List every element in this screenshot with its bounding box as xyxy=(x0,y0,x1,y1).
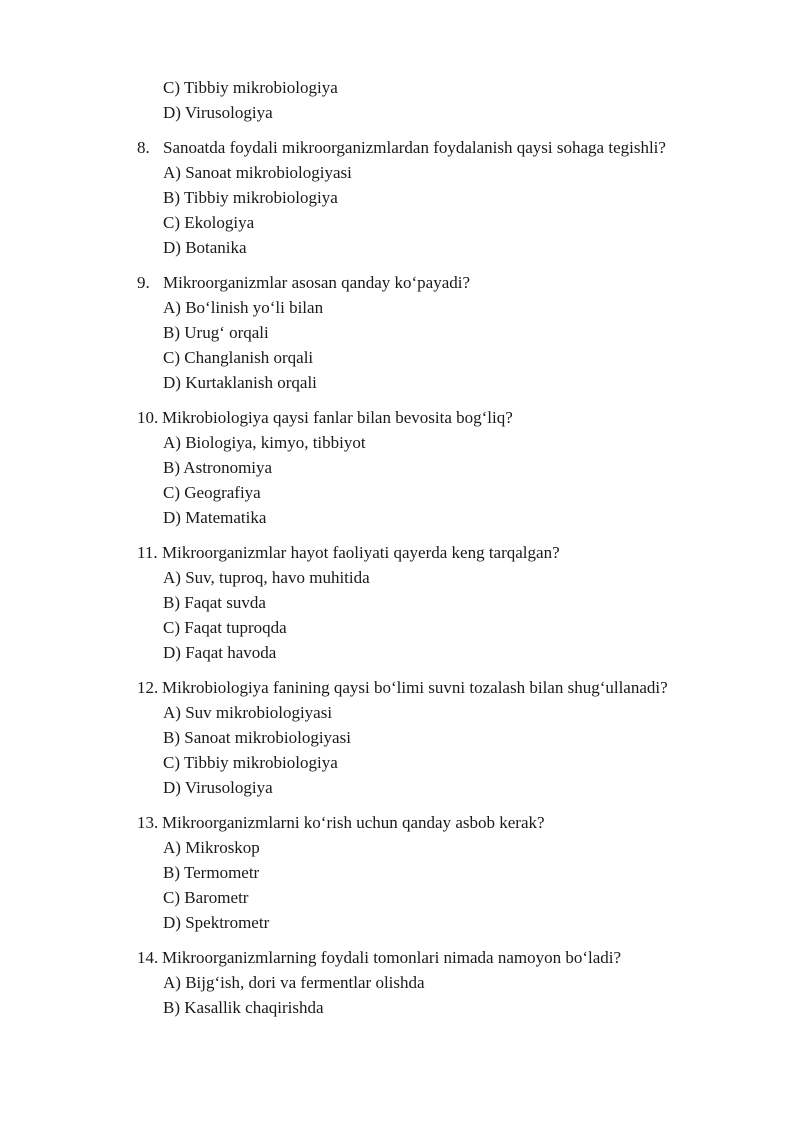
question-number: 8. xyxy=(137,138,150,157)
answer-option: D) Kurtaklanish orqali xyxy=(163,373,317,392)
answer-option: C) Barometr xyxy=(163,888,249,907)
question-text: Mikroorganizmlar asosan qanday ko‘payadi? xyxy=(163,273,471,292)
answer-option: D) Matematika xyxy=(163,508,267,527)
question-number: 12. xyxy=(137,678,159,697)
answer-option: A) Suv, tuproq, havo muhitida xyxy=(163,568,370,587)
question-text: Mikroorganizmlar hayot faoliyati qayerda keng tarqalgan? xyxy=(162,543,560,562)
question-text: Mikroorganizmlarni ko‘rish uchun qanday asbob kerak? xyxy=(162,813,545,832)
leading-option: D) Virusologiya xyxy=(163,103,273,122)
question-number: 14. xyxy=(137,948,159,967)
answer-option: A) Bo‘linish yo‘li bilan xyxy=(163,298,324,317)
question-text: Mikroorganizmlarning foydali tomonlari nimada namoyon bo‘ladi? xyxy=(162,948,622,967)
answer-option: A) Mikroskop xyxy=(163,838,260,857)
question-number: 13. xyxy=(137,813,159,832)
answer-option: C) Tibbiy mikrobiologiya xyxy=(163,753,338,772)
answer-option: C) Changlanish orqali xyxy=(163,348,314,367)
answer-option: A) Suv mikrobiologiyasi xyxy=(163,703,333,722)
answer-option: B) Urug‘ orqali xyxy=(163,323,269,342)
answer-option: B) Tibbiy mikrobiologiya xyxy=(163,188,338,207)
answer-option: D) Spektrometr xyxy=(163,913,270,932)
answer-option: A) Biologiya, kimyo, tibbiyot xyxy=(163,433,366,452)
answer-option: D) Faqat havoda xyxy=(163,643,277,662)
question-text: Mikrobiologiya qaysi fanlar bilan bevosita bog‘liq? xyxy=(162,408,513,427)
leading-option: C) Tibbiy mikrobiologiya xyxy=(163,78,338,97)
answer-option: B) Termometr xyxy=(163,863,260,882)
answer-option: B) Sanoat mikrobiologiyasi xyxy=(163,728,351,747)
question-text: Mikrobiologiya fanining qaysi bo‘limi suvni tozalash bilan shug‘ullanadi? xyxy=(162,678,668,697)
answer-option: B) Faqat suvda xyxy=(163,593,266,612)
answer-option: C) Faqat tuproqda xyxy=(163,618,287,637)
question-number: 9. xyxy=(137,273,150,292)
answer-option: D) Botanika xyxy=(163,238,247,257)
question-text: Sanoatda foydali mikroorganizmlardan foydalanish qaysi sohaga tegishli? xyxy=(163,138,666,157)
answer-option: B) Astronomiya xyxy=(163,458,273,477)
answer-option: A) Bijg‘ish, dori va fermentlar olishda xyxy=(163,973,425,992)
answer-option: C) Ekologiya xyxy=(163,213,255,232)
answer-option: C) Geografiya xyxy=(163,483,261,502)
answer-option: A) Sanoat mikrobiologiyasi xyxy=(163,163,352,182)
question-number: 10. xyxy=(137,408,159,427)
answer-option: B) Kasallik chaqirishda xyxy=(163,998,324,1017)
question-number: 11. xyxy=(137,543,158,562)
answer-option: D) Virusologiya xyxy=(163,778,273,797)
